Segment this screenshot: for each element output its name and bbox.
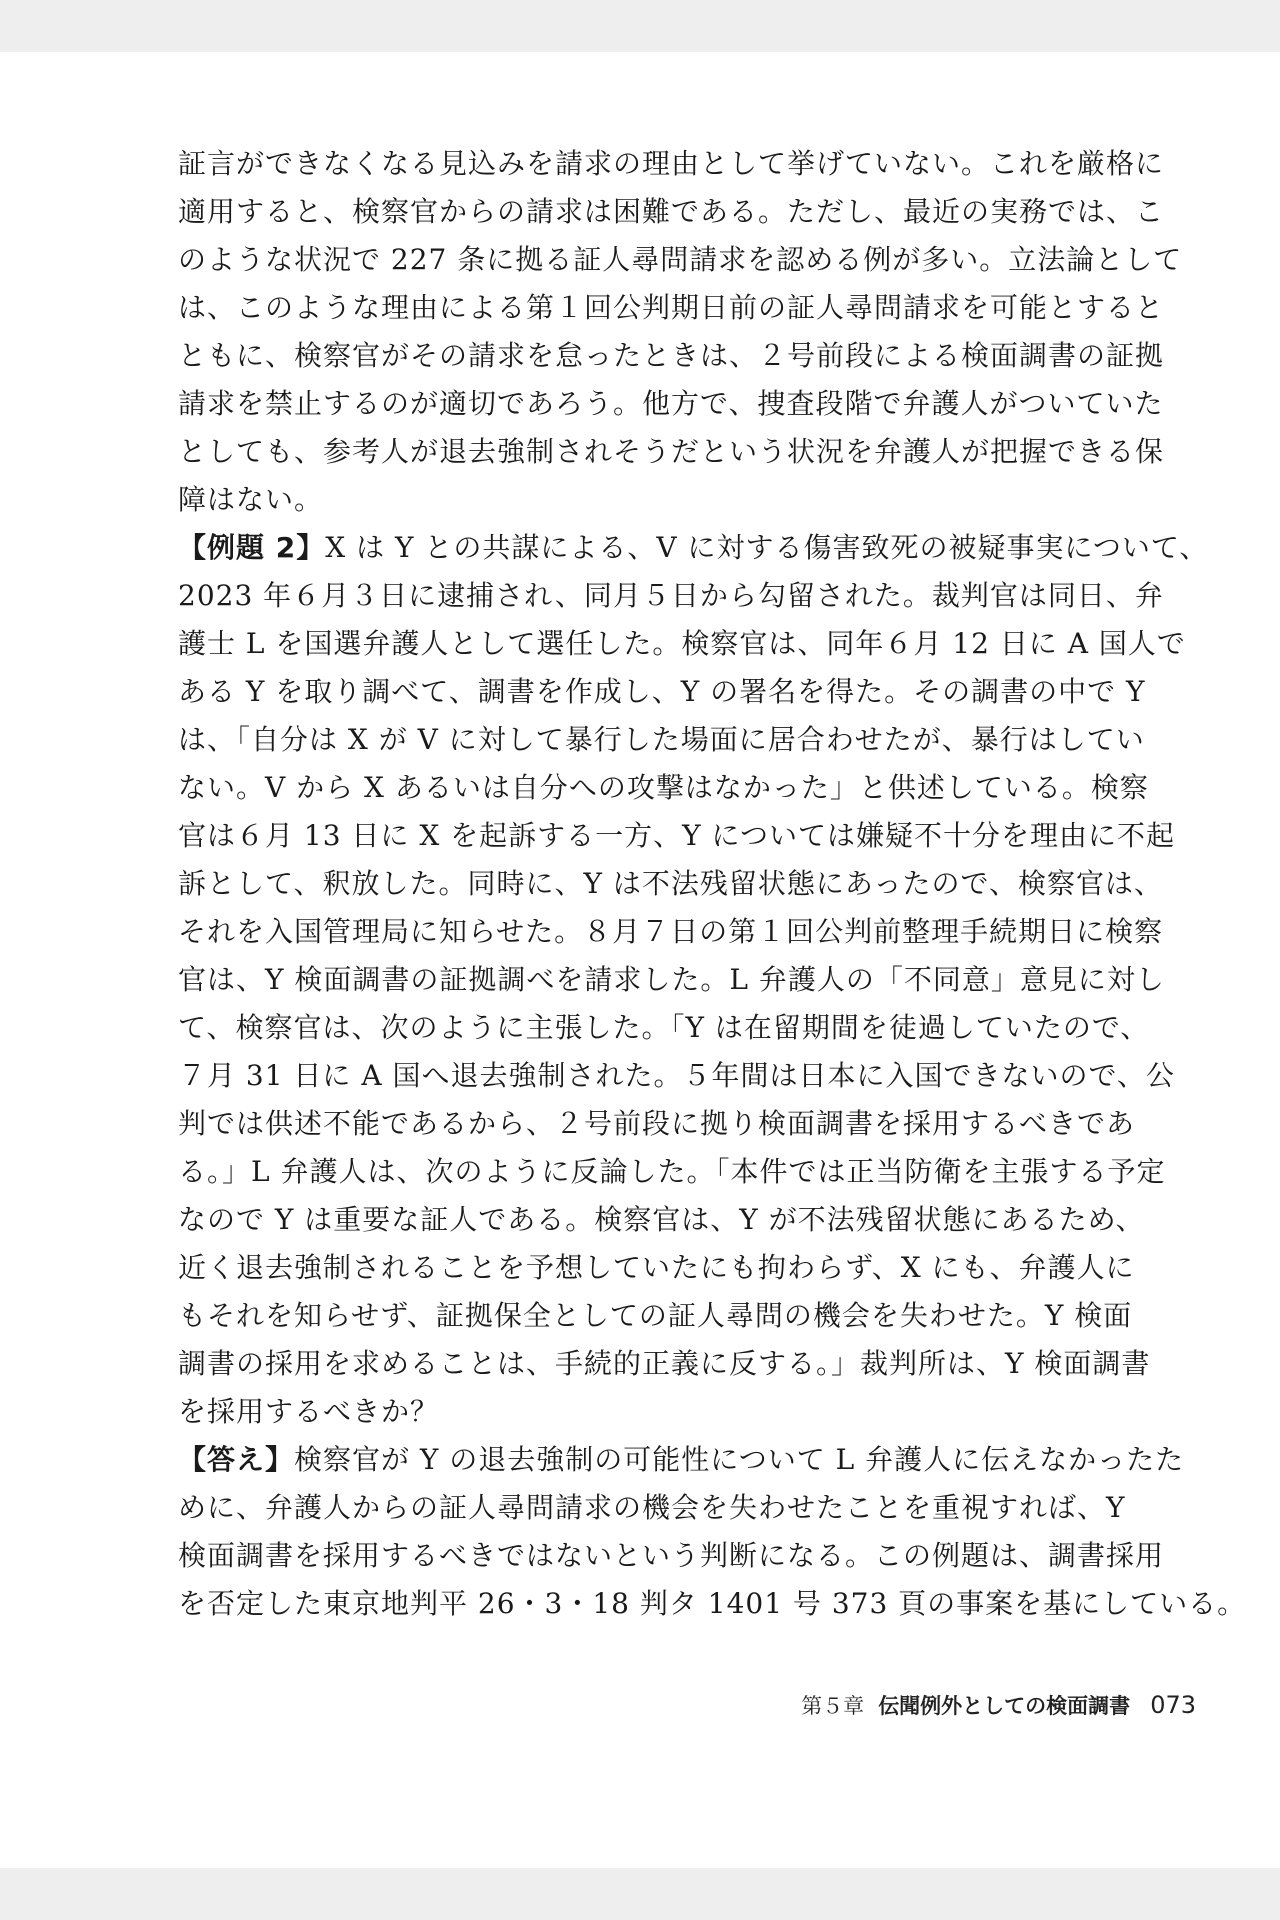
page-body bbox=[178, 140, 1247, 1628]
text-line: もそれを知らせず、証拠保全としての証人尋問の機会を失わせた。Y 検面 bbox=[178, 1299, 1133, 1332]
text-line: 訴として、釈放した。同時に、Y は不法残留状態にあったので、検察官は、 bbox=[178, 867, 1163, 900]
page-number: 073 bbox=[1150, 1691, 1196, 1719]
text-line: としても、参考人が退去強制されそうだという状況を弁護人が把握できる保 bbox=[178, 435, 1165, 468]
answer-first-line: 検察官が Y の退去強制の可能性について L 弁護人に伝えなかったた bbox=[294, 1443, 1185, 1476]
text-line: 判では供述不能であるから、２号前段に拠り検面調書を採用するべきであ bbox=[178, 1107, 1136, 1140]
chapter-number: 第５章 bbox=[801, 1694, 865, 1718]
text-line: 2023 年６月３日に逮捕され、同月５日から勾留された。裁判官は同日、弁 bbox=[178, 579, 1164, 612]
text-line: は、このような理由による第１回公判期日前の証人尋問請求を可能とすると bbox=[178, 291, 1165, 324]
answer-label: 【答え】 bbox=[178, 1443, 295, 1476]
chapter-title: 伝聞例外としての検面調書 bbox=[878, 1694, 1131, 1718]
text-line: それを入国管理局に知らせた。８月７日の第１回公判前整理手続期日に検察 bbox=[178, 915, 1164, 948]
text-line: 障はない。 bbox=[178, 483, 324, 516]
text-line: のような状況で 227 条に拠る証人尋問請求を認める例が多い。立法論として bbox=[178, 243, 1183, 276]
text-line: を否定した東京地判平 26・3・18 判タ 1401 号 373 頁の事案を基にしている。 bbox=[178, 1587, 1247, 1620]
answer-block bbox=[178, 1436, 1247, 1628]
text-line: 請求を禁止するのが適切であろう。他方で、捜査段階で弁護人がついていた bbox=[178, 387, 1164, 420]
text-line: 護士 L を国選弁護人として選任した。検察官は、同年６月 12 日に A 国人で bbox=[178, 627, 1186, 660]
text-line: 近く退去強制されることを予想していたにも拘わらず、X にも、弁護人に bbox=[178, 1251, 1135, 1284]
paragraph-intro bbox=[178, 140, 1183, 524]
bottom-margin-bar bbox=[0, 1868, 1280, 1920]
text-line: ある Y を取り調べて、調書を作成し、Y の署名を得た。その調書の中で Y bbox=[178, 675, 1146, 708]
running-footer bbox=[801, 1690, 1196, 1726]
top-margin-bar bbox=[0, 0, 1280, 52]
example-label: 【例題 2】 bbox=[178, 531, 326, 564]
text-line: めに、弁護人からの証人尋問請求の機会を失わせたことを重視すれば、Y bbox=[178, 1491, 1126, 1524]
text-line: 証言ができなくなる見込みを請求の理由として挙げていない。これを厳格に bbox=[178, 147, 1165, 180]
text-line: 適用すると、検察官からの請求は困難である。ただし、最近の実務では、こ bbox=[178, 195, 1165, 228]
example-block bbox=[178, 524, 1209, 1436]
text-line bbox=[178, 1436, 1185, 1484]
text-line: る。」L 弁護人は、次のように反論した。「本件では正当防衛を主張する予定 bbox=[178, 1155, 1166, 1188]
text-line: て、検察官は、次のように主張した。「Y は在留期間を徒過していたので、 bbox=[178, 1011, 1150, 1044]
text-line: は、「自分は X が V に対して暴行した場面に居合わせたが、暴行はしてい bbox=[178, 723, 1145, 756]
text-line: 検面調書を採用するべきではないという判断になる。この例題は、調書採用 bbox=[178, 1539, 1165, 1572]
example-first-line: X は Y との共謀による、V に対する傷害致死の被疑事実について、 bbox=[325, 531, 1209, 564]
text-line bbox=[178, 524, 1209, 572]
text-line: ７月 31 日に A 国へ退去強制された。５年間は日本に入国できないので、公 bbox=[178, 1059, 1175, 1092]
text-line: ともに、検察官がその請求を怠ったときは、２号前段による検面調書の証拠 bbox=[178, 339, 1165, 372]
text-line: なので Y は重要な証人である。検察官は、Y が不法残留状態にあるため、 bbox=[178, 1203, 1145, 1236]
text-line: ない。V から X あるいは自分への攻撃はなかった」と供述している。検察 bbox=[178, 771, 1149, 804]
text-line: を採用するべきか？ bbox=[178, 1395, 440, 1428]
text-line: 官は６月 13 日に X を起訴する一方、Y については嫌疑不十分を理由に不起 bbox=[178, 819, 1175, 852]
text-line: 官は、Y 検面調書の証拠調べを請求した。L 弁護人の「不同意」意見に対し bbox=[178, 963, 1165, 996]
text-line: 調書の採用を求めることは、手続的正義に反する。」裁判所は、Y 検面調書 bbox=[178, 1347, 1151, 1380]
